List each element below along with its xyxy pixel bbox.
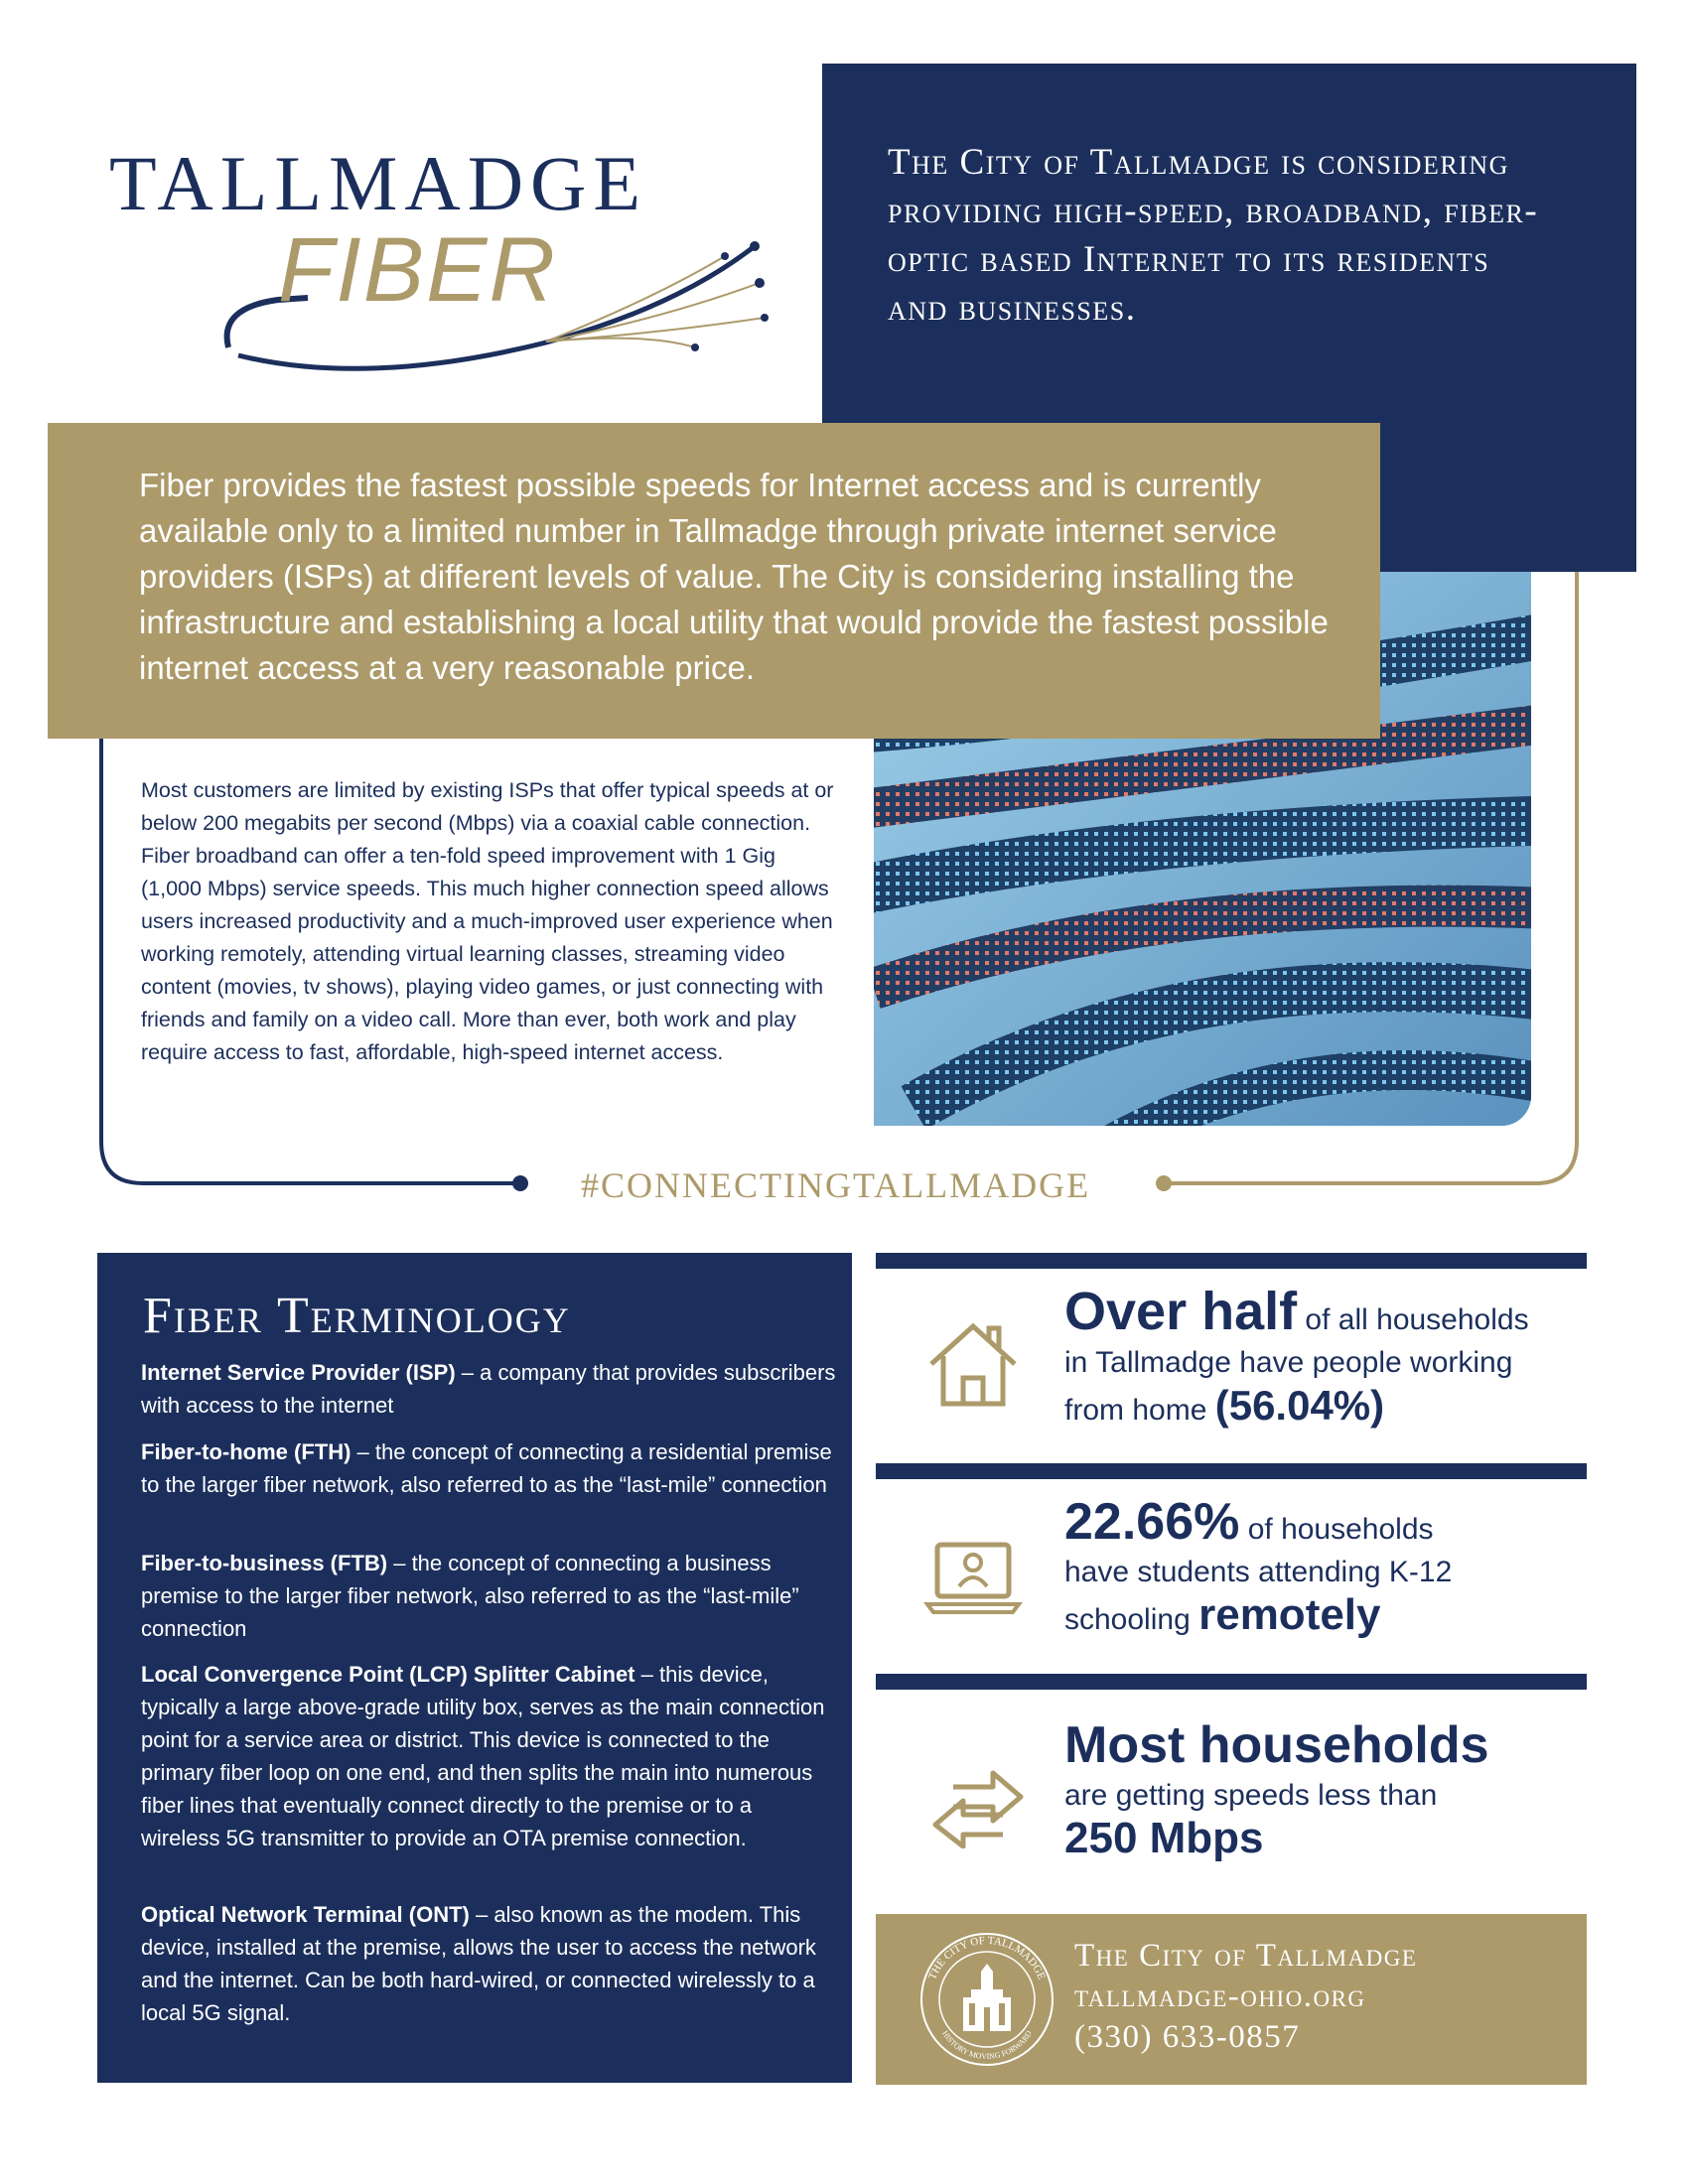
gold-summary-band — [48, 423, 1380, 739]
stat-work-from-home — [876, 1269, 1587, 1463]
stat-value: 250 Mbps — [1064, 1814, 1264, 1862]
house-icon — [923, 1320, 1023, 1410]
term-definition: – the concept of connecting a business premise to the larger fiber network, also referred to as the “last-mile” connection — [141, 1551, 799, 1641]
stat-divider — [876, 1253, 1587, 1269]
term-item — [141, 1658, 836, 1854]
intro-text: The City of Tallmadge is considering providing high-speed, broadband, fiber-optic based Internet to its residents and businesses. — [888, 142, 1539, 329]
seal-bottom-text: HISTORY MOVING FORWARD — [940, 2028, 1034, 2062]
logo-fiber-text: FIBER — [278, 219, 557, 321]
city-contact-footer — [876, 1914, 1587, 2085]
stat-text-line: of all households — [1297, 1303, 1529, 1336]
stat-text-line: of households — [1239, 1513, 1434, 1546]
fiber-terminology-box — [97, 1253, 852, 2083]
term-definition: – this device, typically a large above-grade utility box, serves as the main connection point for a service area or district. This device is connected to the primary fiber loop on one end, and then splits the main into numerous fiber lines that eventually connect directly to the premise or to a wireless 5G transmitter to provide an OTA premise connection. — [141, 1662, 825, 1850]
term-item — [141, 1356, 836, 1422]
stat-remote-schooling — [876, 1479, 1587, 1674]
stat-text-line: in Tallmadge have people working — [1064, 1346, 1513, 1379]
term-name: Optical Network Terminal (ONT) — [141, 1902, 470, 1927]
term-item — [141, 1547, 836, 1645]
laptop-user-icon — [923, 1539, 1023, 1618]
term-item — [141, 1435, 836, 1501]
arrows-exchange-icon — [923, 1759, 1033, 1848]
term-item — [141, 1898, 836, 2029]
stat-text-line: are getting speeds less than — [1064, 1779, 1438, 1812]
terminology-title: Fiber Terminology — [143, 1288, 571, 1344]
hashtag: #CONNECTINGTALLMADGE — [581, 1165, 1091, 1205]
stat-text-line: from home — [1064, 1394, 1215, 1427]
seal-top-text: THE CITY OF TALLMADGE — [926, 1934, 1048, 1981]
stat-text-line: schooling — [1064, 1603, 1199, 1636]
term-definition: – a company that provides subscribers with access to the internet — [141, 1360, 836, 1418]
term-definition: – the concept of connecting a residential premise to the larger fiber network, also referred to as the “last-mile” connection — [141, 1439, 832, 1497]
term-name: Fiber-to-business (FTB) — [141, 1551, 388, 1575]
stat-headline: Most households — [1064, 1716, 1489, 1774]
stat-headline: Over half — [1064, 1282, 1298, 1341]
footer-website-link[interactable]: tallmadge-ohio.org — [1074, 1979, 1366, 2014]
gold-summary-text: Fiber provides the fastest possible speeds for Internet access and is currently available only to a limited number in Tallmadge through private internet service providers (ISPs) at different levels of value. The City is considering installing the infrastructure and establishing a local utility that would provide the fastest possible internet access at a very reasonable price. — [139, 467, 1329, 686]
stat-divider — [876, 1674, 1587, 1690]
footer-city-name: The City of Tallmadge — [1074, 1938, 1418, 1974]
body-paragraph: Most customers are limited by existing ISPs that offer typical speeds at or below 200 megabits per second (Mbps) via a coaxial cable connection. Fiber broadband can offer a ten-fold speed improvement with 1 Gig (1,000 Mbps) service speeds. This much higher connection speed allows users increased productivity and a much-improved user experience when working remotely, attending virtual learning classes, streaming video content (movies, tv shows), playing video games, or just connecting with friends and family on a video call. More than ever, both work and play require access to fast, affordable, high-speed internet access. — [141, 778, 834, 1064]
term-name: Internet Service Provider (ISP) — [141, 1360, 456, 1385]
stat-internet-speeds — [876, 1690, 1587, 1914]
stat-value: remotely — [1198, 1590, 1381, 1639]
term-definition: – also known as the modem. This device, installed at the premise, allows the user to access the network and the internet. Can be both hard-wired, or connected wirelessly to a local 5G signal. — [141, 1902, 816, 2025]
stat-headline: 22.66% — [1064, 1493, 1240, 1551]
tallmadge-fiber-logo — [109, 139, 765, 377]
stat-value: (56.04%) — [1214, 1382, 1385, 1429]
stat-divider — [876, 1463, 1587, 1479]
logo-tallmadge-text: TALLMADGE — [109, 140, 648, 226]
city-seal-icon — [915, 1928, 1058, 2071]
term-name: Fiber-to-home (FTH) — [141, 1439, 352, 1464]
stat-text-line: have students attending K-12 — [1064, 1556, 1453, 1588]
footer-phone: (330) 633-0857 — [1074, 2019, 1301, 2055]
term-name: Local Convergence Point (LCP) Splitter Cabinet — [141, 1662, 635, 1687]
